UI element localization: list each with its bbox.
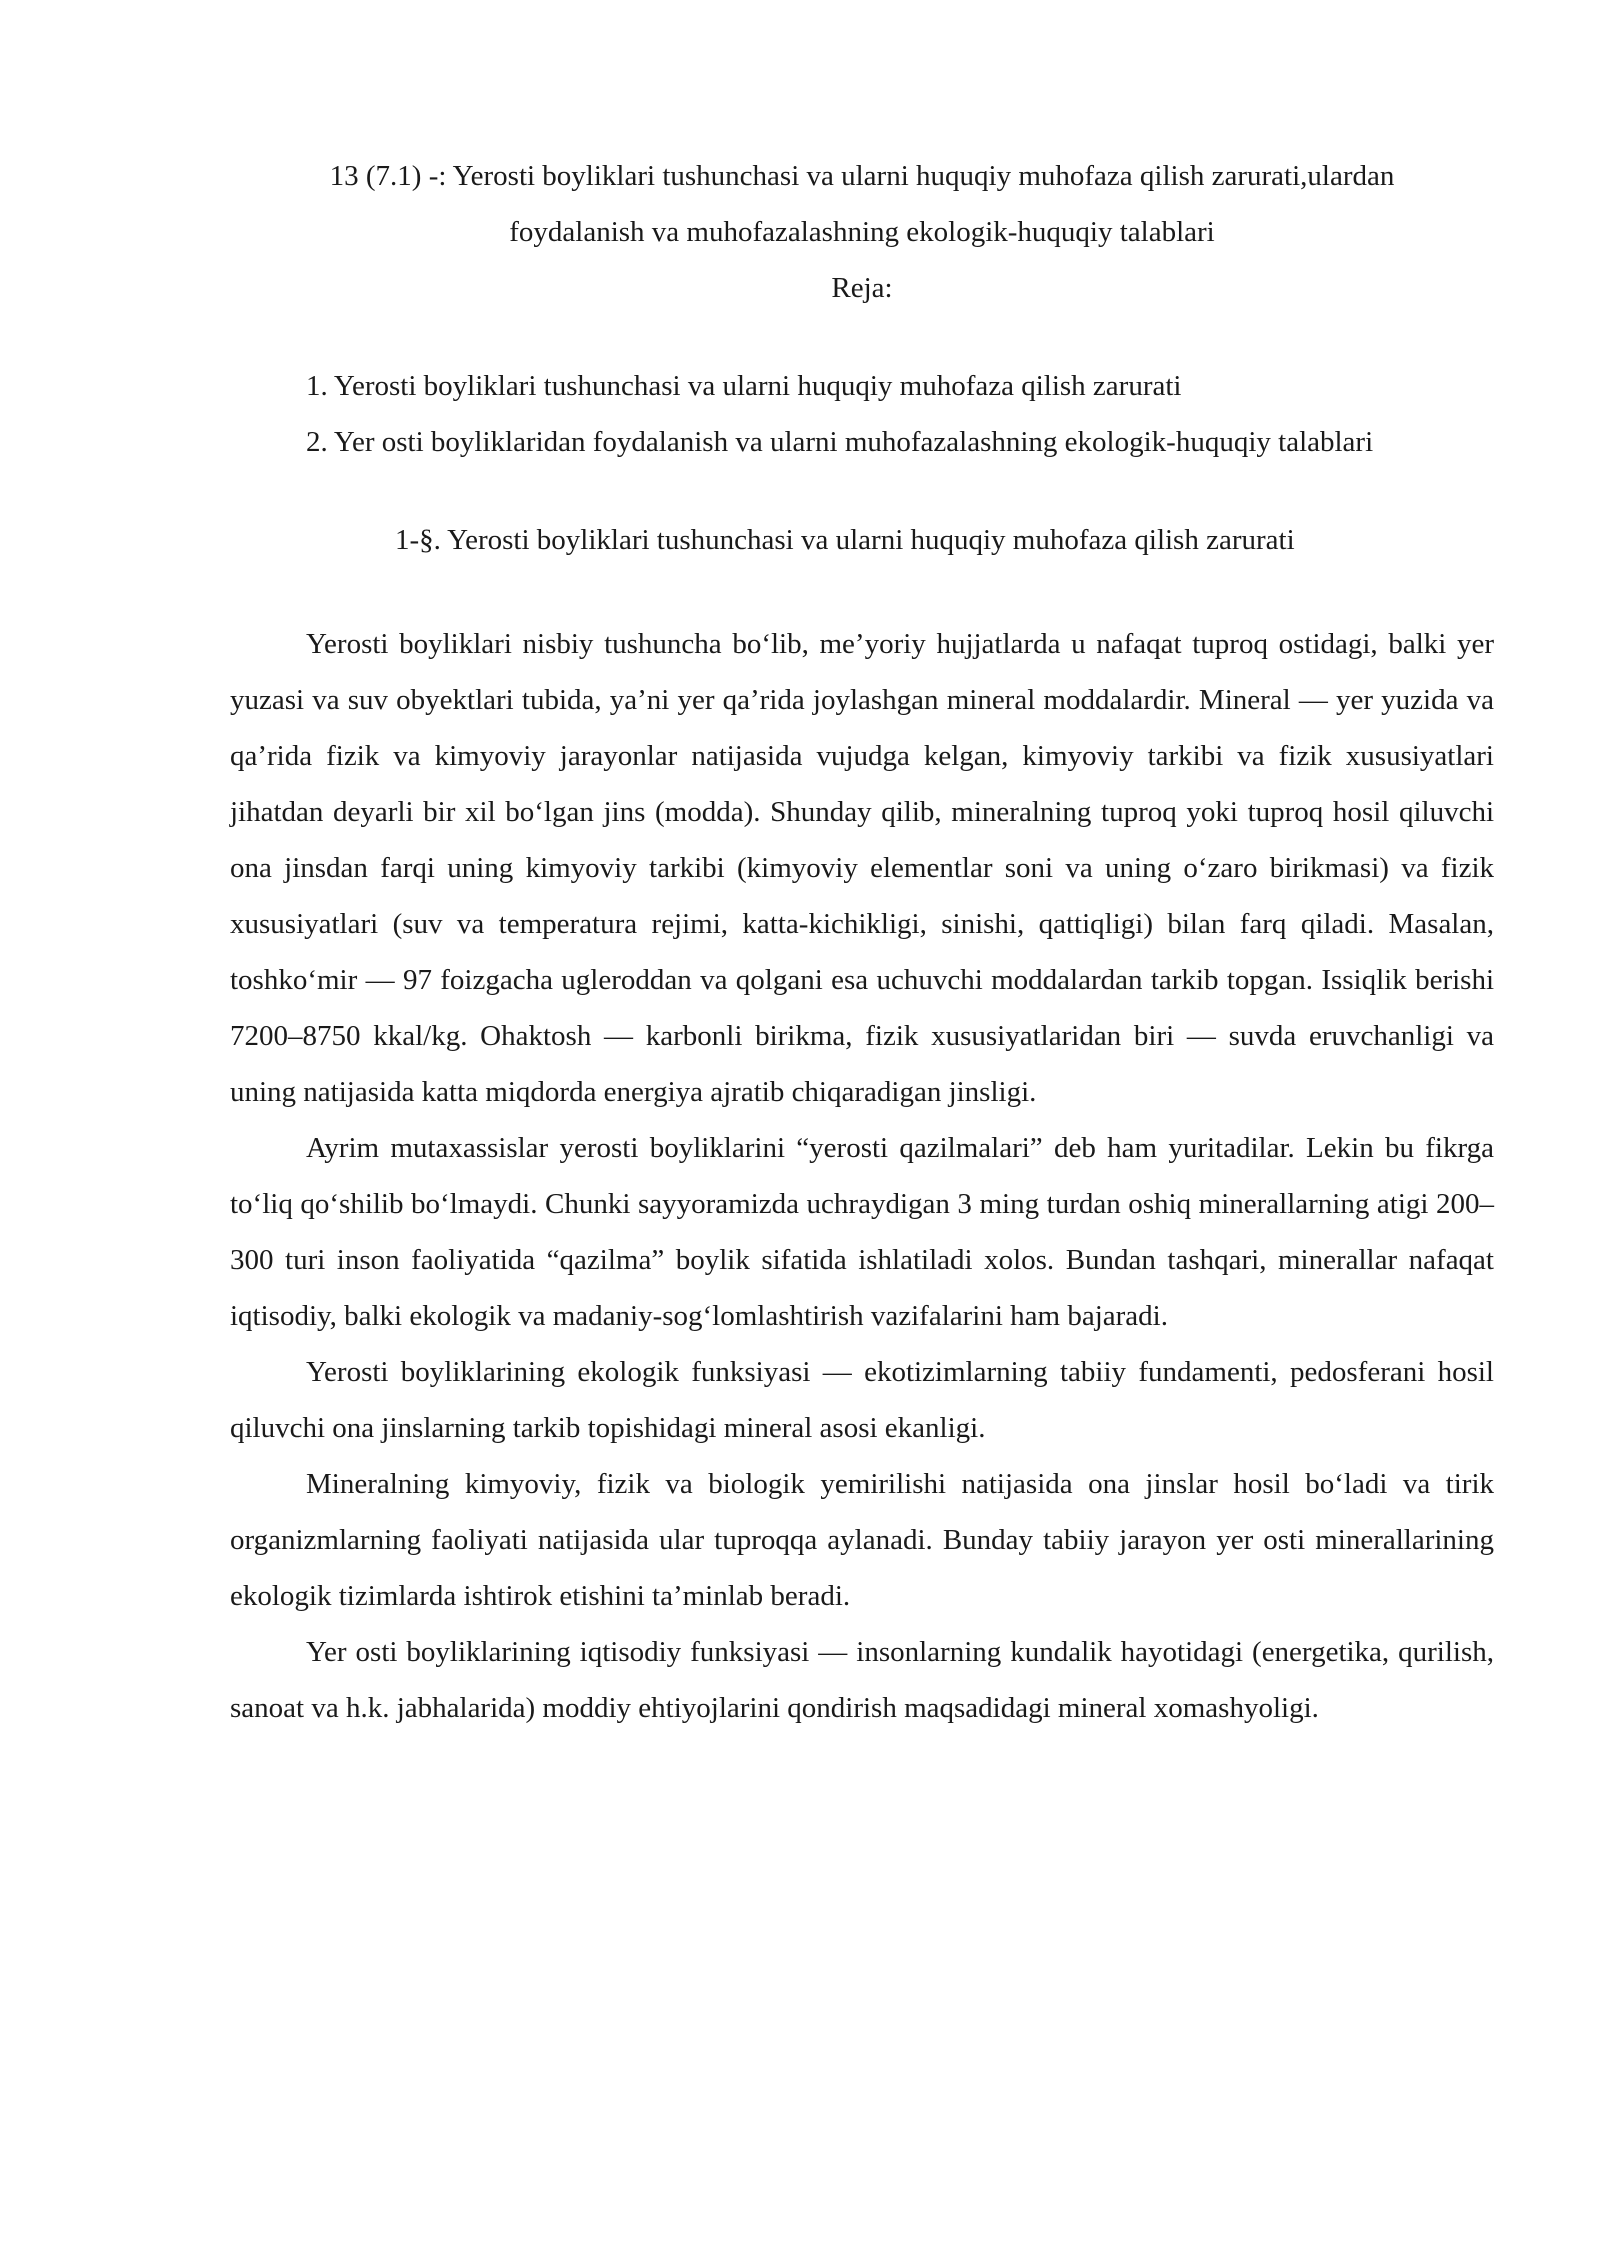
document-title-line-2: foydalanish va muhofazalashning ekologik-huquqiy talablari (509, 216, 1215, 248)
section-heading: 1-§. Yerosti boyliklari tushunchasi va ularni huquqiy muhofaza qilish zarurati (395, 524, 1295, 556)
plan-list (230, 358, 1494, 470)
plan-item-2: 2. Yer osti boyliklaridan foydalanish va ularni muhofazalashning ekologik-huquqiy talablari (306, 426, 1374, 458)
paragraph-1: Yerosti boyliklari nisbiy tushuncha bo‘lib, me’yoriy hujjatlarda u nafaqat tuproq ostidagi, balki yer yuzasi va suv obyektlari tubida, ya’ni yer qa’rida joylashgan mineral moddalardir. Mineral — yer yuzida va qa’rida fizik va kimyoviy jarayonlar natijasida vujudga kelgan, kimyoviy tarkibi va fizik xususiyatlari jihatdan deyarli bir xil bo‘lgan jins (modda). Shunday qilib, mineralning tuproq yoki tuproq hosil qiluvchi ona jinsdan farqi uning kimyoviy tarkibi (kimyoviy elementlar soni va uning o‘zaro birikmasi) va fizik xususiyatlari (suv va temperatura rejimi, katta-kichikligi, sinishi, qattiqligi) bilan farq qiladi. Masalan, toshko‘mir — 97 foizgacha ugleroddan va qolgani esa uchuvchi moddalardan tarkib topgan. Issiqlik berishi 7200–8750 kkal/kg. Ohaktosh — karbonli birikma, fizik xususiyatlaridan biri — suvda eruvchanligi va uning natijasida katta miqdorda energiya ajratib chiqaradigan jinsligi. (230, 628, 1494, 1108)
paragraph-3: Yerosti boyliklarining ekologik funksiyasi — ekotizimlarning tabiiy fundamenti, pedosferani hosil qiluvchi ona jinslarning tarkib topishidagi mineral asosi ekanligi. (230, 1356, 1494, 1444)
paragraph-2: Ayrim mutaxassislar yerosti boyliklarini “yerosti qazilmalari” deb ham yuritadilar. Lekin bu fikrga to‘liq qo‘shilib bo‘lmaydi. Chunki sayyoramizda uchraydigan 3 ming turdan oshiq minerallarning atigi 200–300 turi inson faoliyatida “qazilma” boylik sifatida ishlatiladi xolos. Bundan tashqari, minerallar nafaqat iqtisodiy, balki ekologik va madaniy-sog‘lomlashtirish vazifalarini ham bajaradi. (230, 1132, 1494, 1332)
plan-item-1: 1. Yerosti boyliklari tushunchasi va ularni huquqiy muhofaza qilish zarurati (306, 370, 1182, 402)
body-text (230, 616, 1494, 1736)
paragraph-4: Mineralning kimyoviy, fizik va biologik yemirilishi natijasida ona jinslar hosil bo‘ladi va tirik organizmlarning faoliyati natijasida ular tuproqqa aylanadi. Bunday tabiiy jarayon yer osti minerallarining ekologik tizimlarda ishtirok etishini ta’minlab beradi. (230, 1468, 1494, 1612)
paragraph-5: Yer osti boyliklarining iqtisodiy funksiyasi — insonlarning kundalik hayotidagi (energetika, qurilish, sanoat va h.k. jabhalarida) moddiy ehtiyojlarini qondirish maqsadidagi mineral xomashyoligi. (230, 1636, 1494, 1724)
document-page (230, 148, 1494, 1736)
document-title-line-1: 13 (7.1) -: Yerosti boyliklari tushunchasi va ularni huquqiy muhofaza qilish zarurati,ulardan (329, 160, 1395, 192)
plan-heading: Reja: (831, 272, 893, 304)
